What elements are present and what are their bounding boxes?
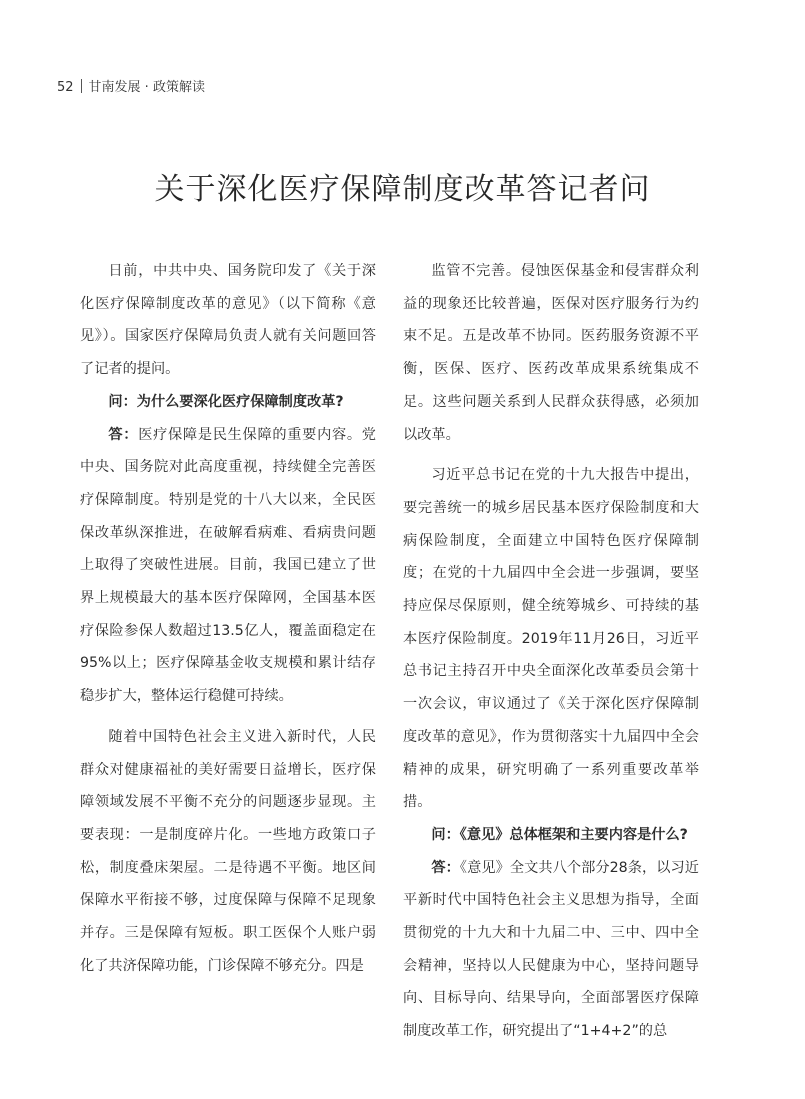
body-paragraph: 随着中国特色社会主义进入新时代，人民群众对健康福祉的美好需要日益增长，医疗保障领域发展不平衡不充分的问题逐步显现。主要表现：一是制度碎片化。一些地方政策口子松，制度叠床架屋。二是待遇不平衡。地区间保障水平衔接不够，过度保障与保障不足现象并存。三是保障有短板。职工医保个人账户弱化了共济保障功能，门诊保障不够充分。四是 [80,728,376,974]
header-divider [81,79,82,93]
question-2: 问：《意见》总体框架和主要内容是什么? [431,826,688,843]
answer-2 [403,852,699,1048]
answer-label: 答： [108,426,139,443]
answer-label: 答： [431,859,460,876]
running-header [57,78,205,98]
section-title: 甘南发展 · 政策解读 [88,80,205,95]
left-column [80,255,376,982]
body-paragraph: 监管不完善。侵蚀医保基金和侵害群众利益的现象还比较普遍，医保对医疗服务行为约束不足。五是改革不协同。医药服务资源不平衡，医保、医疗、医药改革成果系统集成不足。这些问题关系到人民群众获得感，必须加以改革。 [403,263,699,443]
page-number: 52 [57,80,74,95]
right-column [403,255,699,1048]
answer-2-text: 《意见》全文共八个部分28条，以习近平新时代中国特色社会主义思想为指导，全面贯彻党的十九大和十九届二中、三中、四中全会精神，坚持以人民健康为中心，坚持问题导向、目标导向、结果导向，全面部署医疗保障制度改革工作，研究提出了“1+4+2”的总 [403,859,699,1040]
answer-1 [80,419,376,713]
intro-paragraph: 日前，中共中央、国务院印发了《关于深化医疗保障制度改革的意见》（以下简称《意见》）。国家医疗保障局负责人就有关问题回答了记者的提问。 [80,263,376,378]
article-title: 关于深化医疗保障制度改革答记者问 [154,172,651,207]
body-paragraph: 习近平总书记在党的十九大报告中提出，要完善统一的城乡居民基本医疗保险制度和大病保险制度，全面建立中国特色医疗保障制度；在党的十九届四中全会进一步强调，要坚持应保尽保原则，健全统筹城乡、可持续的基本医疗保险制度。2019年11月26日，习近平总书记主持召开中央全面深化改革委员会第十一次会议，审议通过了《关于深化医疗保障制度改革的意见》，作为贯彻落实十九届四中全会精神的成果，研究明确了一系列重要改革举措。 [403,467,699,811]
answer-1-text: 医疗保障是民生保障的重要内容。党中央、国务院对此高度重视，持续健全完善医疗保障制度。特别是党的十八大以来，全民医保改革纵深推进，在破解看病难、看病贵问题上取得了突破性进展。目前，我国已建立了世界上规模最大的基本医疗保障网，全国基本医疗保险参保人数超过13.5亿人，覆盖面稳定在95%以上；医疗保障基金收支规模和累计结存稳步扩大，整体运行稳健可持续。 [80,426,376,705]
question-1: 问：为什么要深化医疗保障制度改革? [108,393,344,410]
